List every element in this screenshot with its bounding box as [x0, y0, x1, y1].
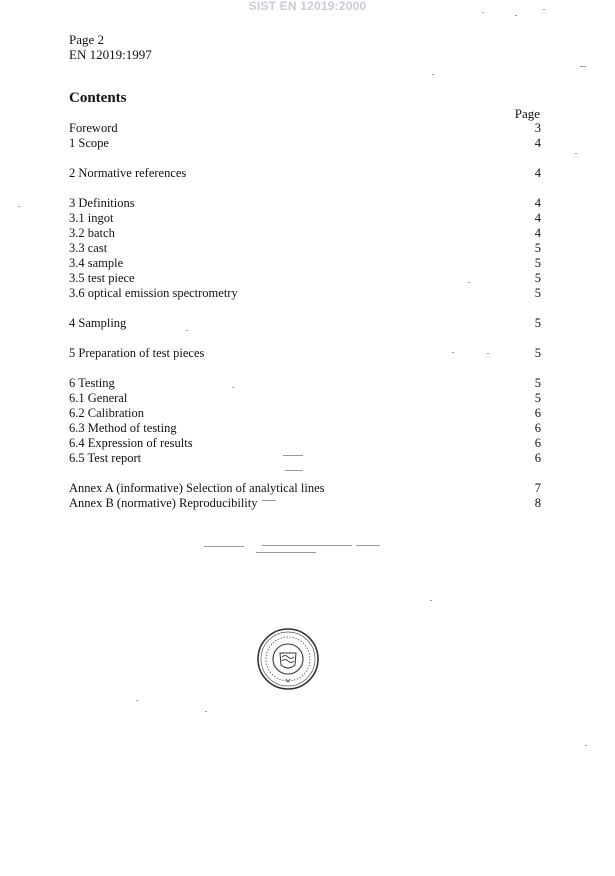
- standard-number: EN 12019:1997: [69, 47, 152, 62]
- scan-speck: [283, 455, 303, 456]
- toc-entry-preparation-of-test-pieces: [69, 346, 541, 361]
- toc-entry-page: 7: [534, 481, 541, 495]
- scan-speck: [285, 470, 303, 471]
- toc-entry-label: 3.4 sample: [69, 256, 124, 270]
- toc-entry-scope: [69, 136, 541, 151]
- toc-entry-cast: [69, 241, 541, 256]
- toc-entry-page: 3: [534, 121, 541, 135]
- toc-entry-test-piece: [69, 271, 541, 286]
- toc-entry-label: 5 Preparation of test pieces: [69, 346, 205, 360]
- scan-speck: [232, 387, 234, 388]
- scan-speck: [543, 9, 545, 10]
- toc-entry-label: 3 Definitions: [69, 196, 135, 210]
- toc-entry-optical-emission-spectrometry: [69, 286, 541, 301]
- scan-speck: [18, 206, 20, 207]
- scan-speck: [585, 745, 587, 746]
- scan-speck: [204, 546, 244, 547]
- toc-entry-page: 4: [534, 166, 541, 180]
- toc-entry-label: 6.5 Test report: [69, 451, 142, 465]
- scan-speck: [186, 330, 188, 331]
- table-of-contents: [69, 121, 541, 511]
- toc-entry-definitions: [69, 196, 541, 211]
- toc-entry-annex-a: [69, 481, 541, 496]
- toc-entry-page: 5: [534, 256, 541, 270]
- toc-entry-label: 3.5 test piece: [69, 271, 135, 285]
- toc-entry-page: 6: [534, 436, 541, 450]
- toc-entry-label: Foreword: [69, 121, 118, 135]
- toc-entry-page: 5: [534, 316, 541, 330]
- scan-speck: [262, 545, 352, 546]
- toc-entry-label: 3.2 batch: [69, 226, 115, 240]
- toc-entry-label: 1 Scope: [69, 136, 109, 150]
- toc-entry-label: Annex B (normative) Reproducibility: [69, 496, 258, 510]
- page-number-label: Page 2: [69, 32, 105, 47]
- page-header: [69, 32, 152, 62]
- toc-entry-label: 6.2 Calibration: [69, 406, 144, 420]
- toc-entry-page: 5: [534, 271, 541, 285]
- toc-entry-expression-of-results: [69, 436, 541, 451]
- scan-speck: [256, 552, 316, 553]
- scan-speck: [487, 353, 489, 354]
- toc-entry-batch: [69, 226, 541, 241]
- toc-entry-label: 3.1 ingot: [69, 211, 114, 225]
- watermark: SIST EN 12019:2000: [248, 0, 367, 13]
- toc-entry-page: 6: [534, 406, 541, 420]
- toc-entry-general: [69, 391, 541, 406]
- toc-entry-label: 3.3 cast: [69, 241, 108, 255]
- toc-entry-page: 5: [534, 241, 541, 255]
- toc-entry-page: 4: [534, 196, 541, 210]
- toc-entry-page: 5: [534, 346, 541, 360]
- toc-entry-page: 5: [534, 286, 541, 300]
- toc-entry-page: 4: [534, 211, 541, 225]
- toc-entry-page: 5: [534, 376, 541, 390]
- scan-speck: [482, 12, 484, 13]
- toc-entry-page: 6: [534, 421, 541, 435]
- toc-entry-label: 6.4 Expression of results: [69, 436, 193, 450]
- toc-entry-label: 2 Normative references: [69, 166, 187, 180]
- toc-entry-normative-references: [69, 166, 541, 181]
- scan-speck: [452, 352, 454, 353]
- toc-entry-label: 6 Testing: [69, 376, 115, 390]
- scan-speck: [262, 500, 276, 501]
- scan-speck: [136, 700, 138, 701]
- toc-entry-page: 8: [534, 496, 541, 510]
- toc-entry-page: 5: [534, 391, 541, 405]
- toc-entry-testing: [69, 376, 541, 391]
- toc-entry-page: 4: [534, 226, 541, 240]
- toc-entry-label: Annex A (informative) Selection of analytical lines: [69, 481, 325, 495]
- toc-entry-page: 6: [534, 451, 541, 465]
- toc-entry-sample: [69, 256, 541, 271]
- scan-speck: [205, 711, 207, 712]
- toc-entry-label: 6.3 Method of testing: [69, 421, 177, 435]
- toc-entry-method-of-testing: [69, 421, 541, 436]
- contents-title: Contents: [69, 90, 127, 106]
- toc-entry-foreword: [69, 121, 541, 136]
- official-stamp-seal: [256, 627, 320, 691]
- scan-speck: [432, 74, 434, 75]
- toc-entry-label: 6.1 General: [69, 391, 128, 405]
- toc-entry-test-report: [69, 451, 541, 466]
- scan-speck: [430, 600, 432, 601]
- scan-speck: [356, 545, 380, 546]
- toc-entry-page: 4: [534, 136, 541, 150]
- page-column-label: Page: [514, 106, 540, 121]
- toc-entry-label: 3.6 optical emission spectrometry: [69, 286, 238, 300]
- toc-entry-label: 4 Sampling: [69, 316, 127, 330]
- toc-entry-ingot: [69, 211, 541, 226]
- toc-entry-calibration: [69, 406, 541, 421]
- toc-entry-sampling: [69, 316, 541, 331]
- toc-entry-annex-b: [69, 496, 541, 511]
- scan-speck: [580, 66, 586, 67]
- scan-speck: [468, 282, 470, 283]
- scan-speck: [575, 153, 577, 154]
- scan-speck: [515, 15, 517, 16]
